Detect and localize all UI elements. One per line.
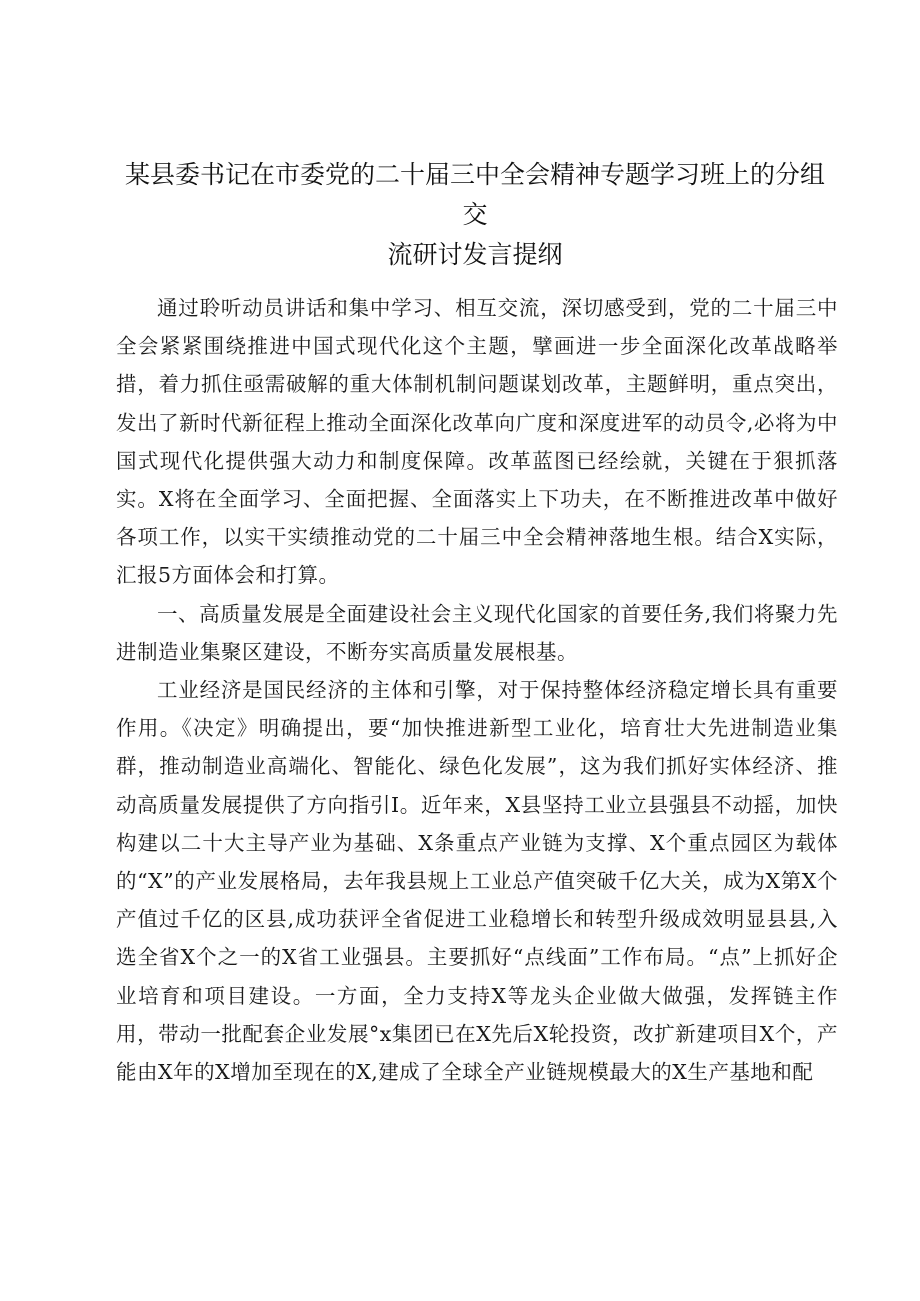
document-title xyxy=(115,155,835,275)
paragraph-intro: 通过聆听动员讲话和集中学习、相互交流，深切感受到，党的二十届三中全会紧紧围绕推进中国式现代化这个主题，擘画进一步全面深化改革战略举措，着力抓住亟需破解的重大体制机制问题谋划改革，主题鲜明，重点突出，发出了新时代新征程上推动全面深化改革向广度和深度进军的动员令,必将为中国式现代化提供强大动力和制度保障。改革蓝图已经绘就，关键在于狠抓落实。X将在全面学习、全面把握、全面落实上下功夫，在不断推进改革中做好各项工作，以实干实绩推动党的二十届三中全会精神落地生根。结合X实际，汇报5方面体会和打算。 xyxy=(116,296,838,588)
paragraph-industry: 工业经济是国民经济的主体和引擎，对于保持整体经济稳定增长具有重要作用。《决定》明确提出，要“加快推进新型工业化，培育壮大先进制造业集群，推动制造业高端化、智能化、绿色化发展”，这为我们抓好实体经济、推动高质量发展提供了方向指引I。近年来，X县坚持工业立县强县不动摇，加快构建以二十大主导产业为基础、X条重点产业链为支撑、X个重点园区为载体的“X”的产业发展格局，去年我县规上工业总产值突破千亿大关，成为X第X个产值过千亿的区县,成功获评全省促进工业稳增长和转型升级成效明显县县,入选全省X个之一的X省工业强县。主要抓好“点线面”工作布局。“点”上抓好企业培育和项目建设。一方面，全力支持X等龙头企业做大做强，发挥链主作用，带动一批配套企业发展°x集团已在X先后X轮投资，改扩新建项目X个，产能由X年的X增加至现在的X,建成了全球全产业链规模最大的X生产基地和配 xyxy=(116,678,838,1085)
document-body xyxy=(116,289,838,1091)
paragraph-section-heading-1: 一、高质量发展是全面建设社会主义现代化国家的首要任务,我们将聚力先进制造业集聚区建设，不断夯实高质量发展根基。 xyxy=(116,601,838,664)
title-line-1: 某县委书记在市委党的二十届三中全会精神专题学习班上的分组交 xyxy=(124,160,825,229)
title-line-2: 流研讨发言提纲 xyxy=(387,240,563,269)
